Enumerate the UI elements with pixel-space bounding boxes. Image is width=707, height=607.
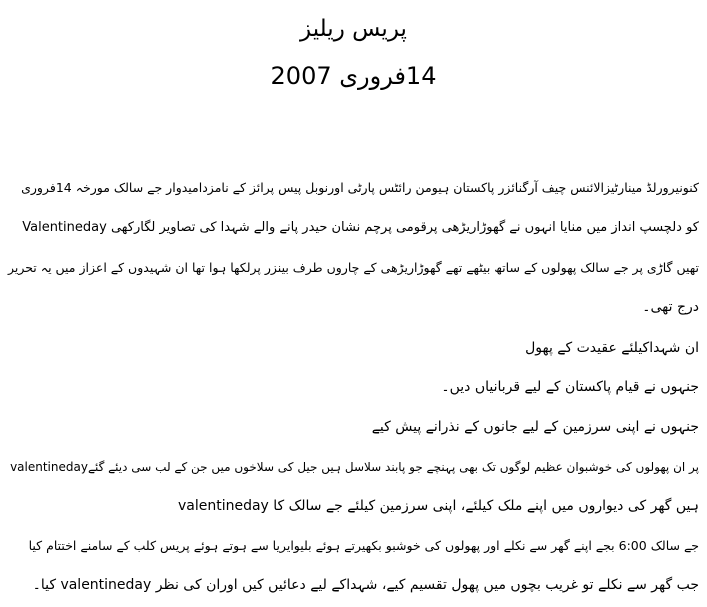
page-title: پریس ریلیز [300,16,407,42]
paragraph-line: جنہوں نے قیام پاکستان کے لیے قربانیاں دیں۔ [441,379,699,395]
paragraph-line: جب گھر سے نکلے تو غریب بچوں میں پھول تقسیم کیے، شہداکے لیے دعائیں کیں اوران کی نظر valentineday کیا۔ [32,577,699,593]
paragraph-line: Valentineday کو دلچسپ انداز میں منایا انہوں نے گھوڑاریڑھی پرقومی پرچم نشان حیدر پانے والے شہدا کی تصاویر لگارکھی [22,220,699,235]
release-date: 14فروری 2007 [270,62,437,90]
paragraph-line: درج تھی۔ [642,299,699,315]
subheading-line: ان شہداکیلئے عقیدت کے پھول [525,340,699,356]
paragraph-line: کنونیرورلڈ مینارٹیزالائنس چیف آرگنائزر پاکستان ہیومن رائٹس پارٹی اورنوبل پیس پرائز کے نامزدامیدوار جے سالک مورخہ 14فروری [21,180,699,195]
paragraph-line: جنہوں نے اپنی سرزمین کے لیے جانوں کے نذرانے پیش کیے [371,419,699,435]
paragraph-line: ہیں گھر کی دیواروں میں اپنے ملک کیلئے، اپنی سرزمین کیلئے جے سالک کا valentineday [177,498,699,514]
paragraph-line: valentinedayپر ان پھولوں کی خوشبوان عظیم لوگوں تک بھی پہنچے جو پابند سلاسل ہیں جیل کی سلاخوں میں جن کے لب سی دیئے گئے [10,460,699,474]
paragraph-line: تھیں گاڑی پر جے سالک پھولوں کے ساتھ بیٹھے تھے گھوڑاریڑھی کے چاروں طرف بینزر پرلکھا ہوا تھا ان شہیدوں کے اعزاز میں یہ تحریر [7,260,699,275]
paragraph-line: جے سالک 6:00 بجے اپنے گھر سے نکلے اور پھولوں کی خوشبو بکھیرتے ہوئے بلیوایریا سے ہوتے ہوئے پریس کلب کے سامنے اختتام کیا [28,538,699,553]
